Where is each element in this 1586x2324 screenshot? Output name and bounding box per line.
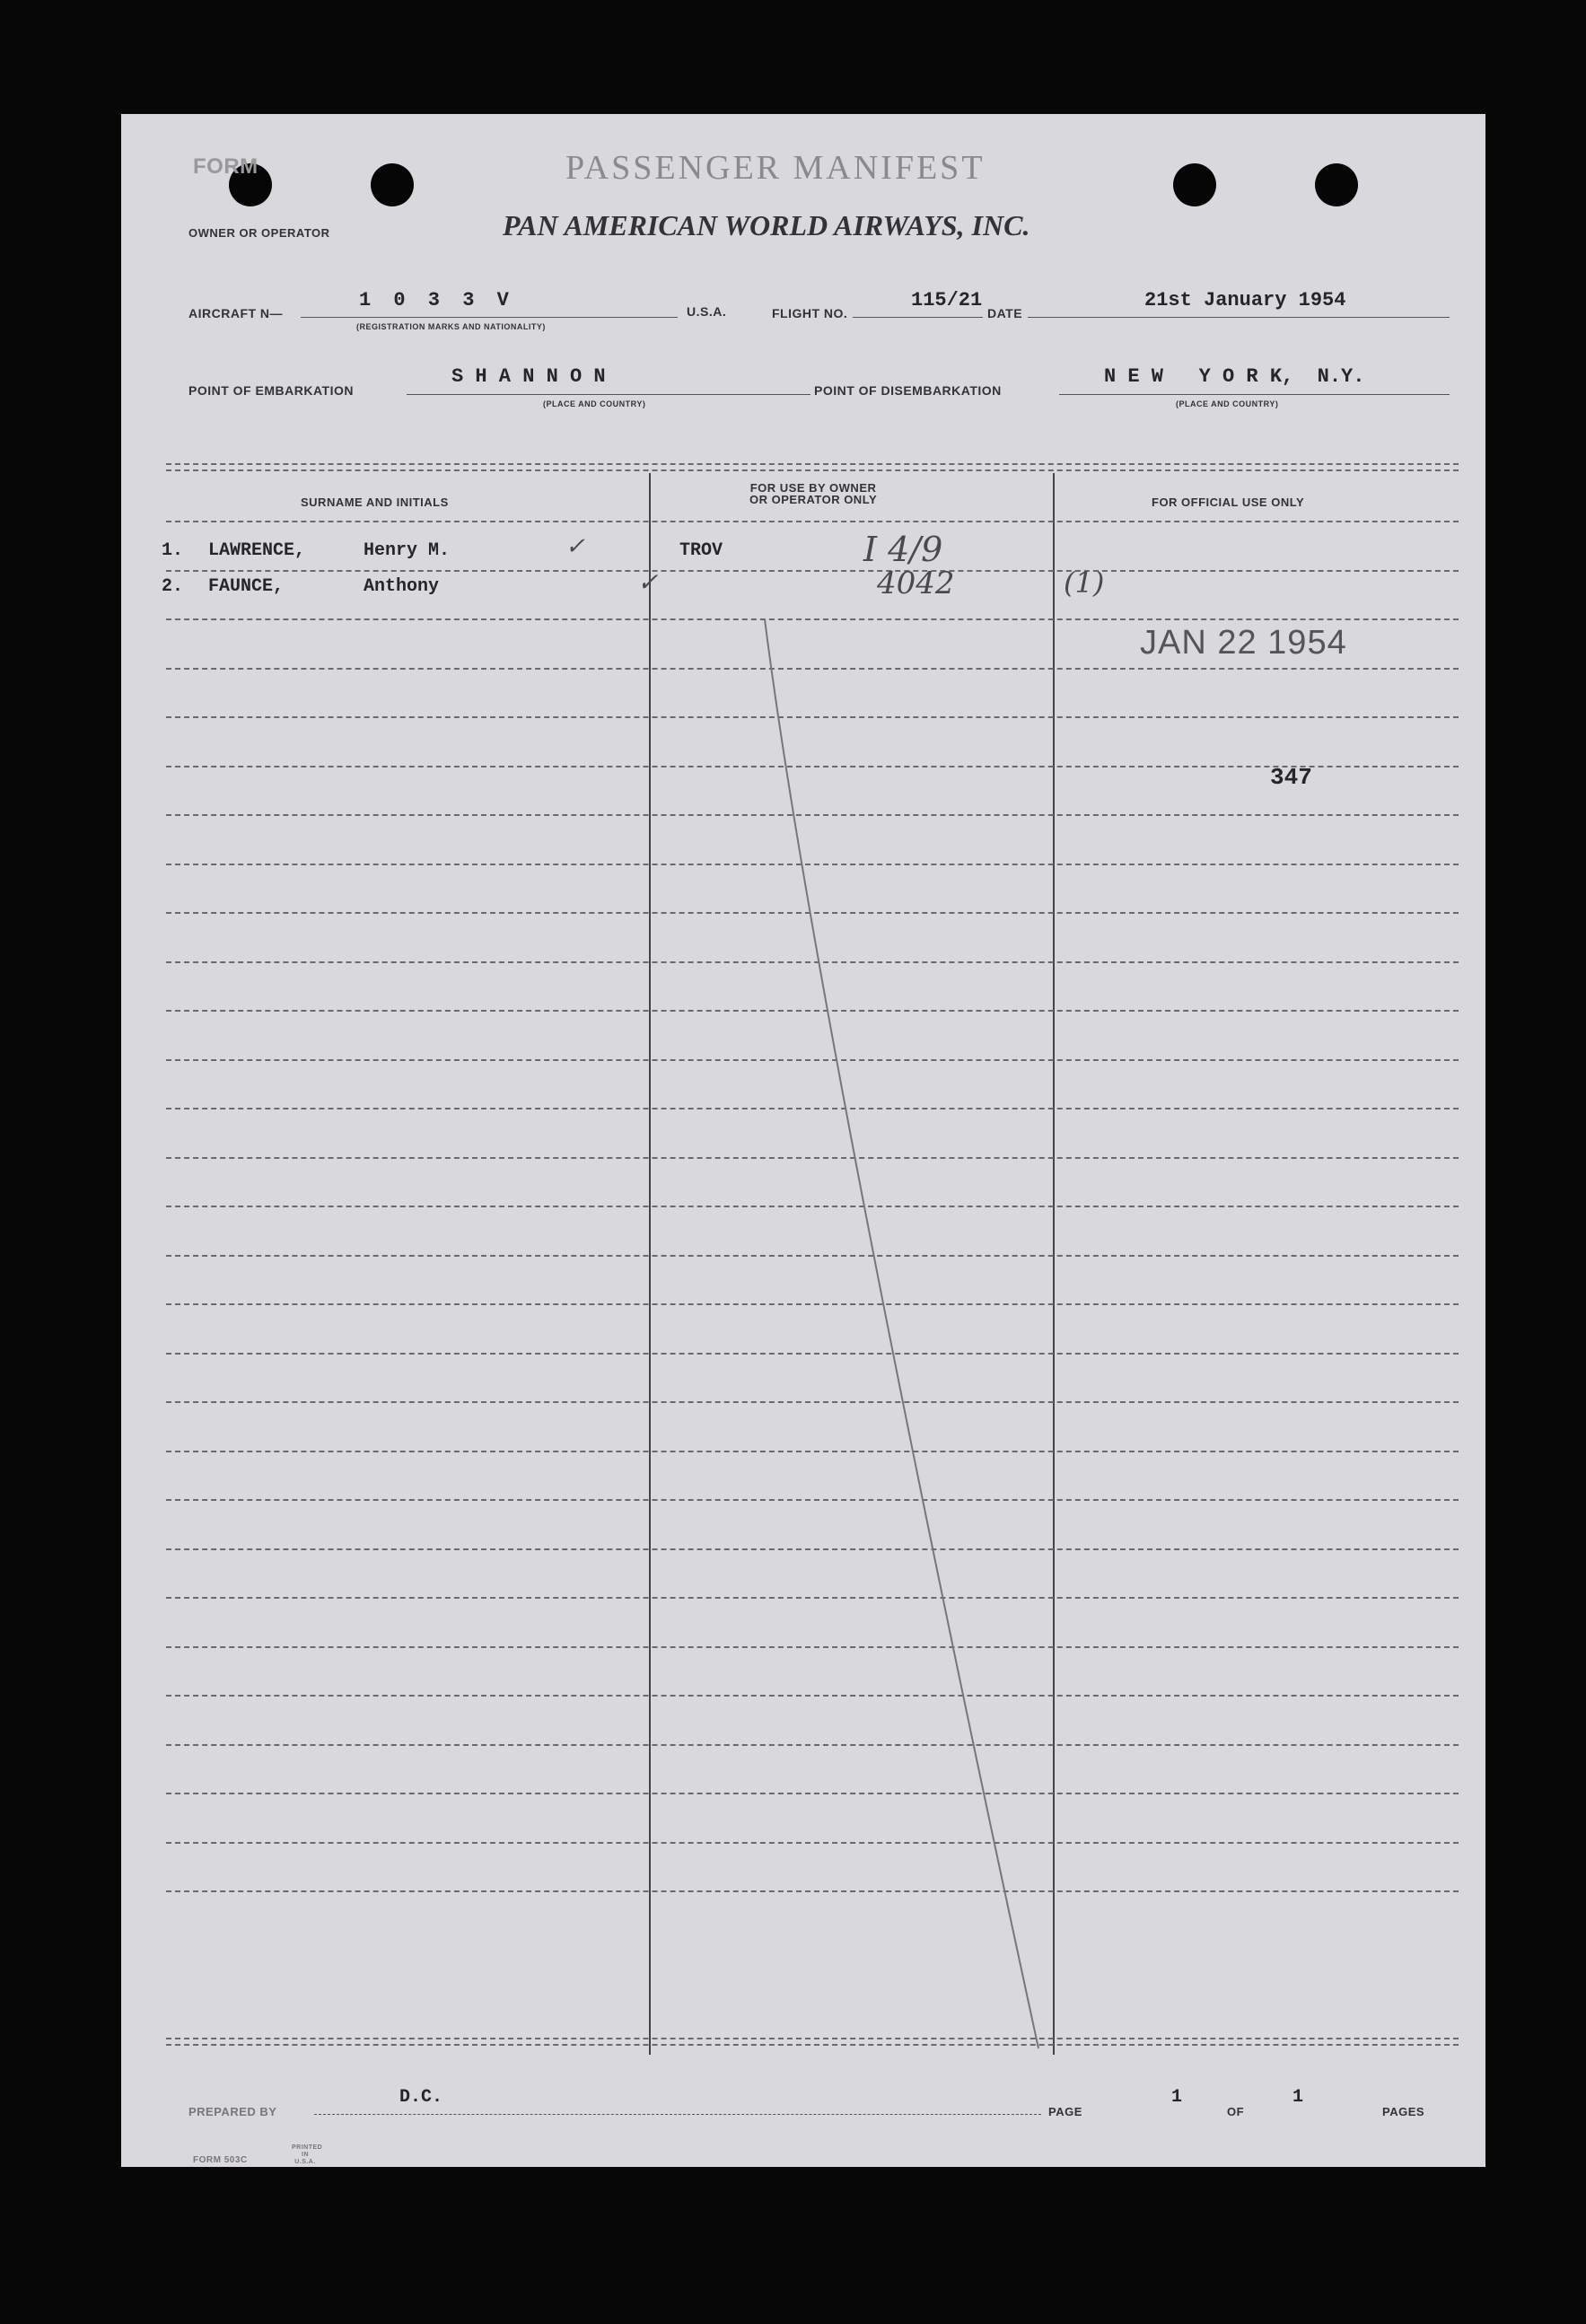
prepared-underline xyxy=(314,2114,1041,2115)
aircraft-value: 1 0 3 3 V xyxy=(359,289,514,311)
of-label: OF xyxy=(1227,2105,1245,2118)
manifest-sheet xyxy=(121,114,1485,2167)
passenger-surname: FAUNCE, xyxy=(208,576,285,597)
form-code: FORM xyxy=(193,154,258,179)
passenger-surname: LAWRENCE, xyxy=(208,540,306,561)
date-label: DATE xyxy=(987,306,1023,320)
manifest-title: PASSENGER MANIFEST xyxy=(565,149,986,187)
disembark-label: POINT OF DISEMBARKATION xyxy=(814,383,1002,398)
embark-label: POINT OF EMBARKATION xyxy=(188,383,354,398)
passenger-number: 2. xyxy=(162,576,184,597)
column-header-owner-use: FOR USE BY OWNER OR OPERATOR ONLY xyxy=(749,481,878,506)
checkmark-icon: ✓ xyxy=(565,533,585,560)
usa-label: U.S.A. xyxy=(687,304,727,319)
table-bottom-rule xyxy=(166,2038,1459,2039)
prepared-by-label: PREPARED BY xyxy=(188,2105,277,2118)
owner-value: PAN AMERICAN WORLD AIRWAYS, INC. xyxy=(503,209,1030,241)
owner-label: OWNER OR OPERATOR xyxy=(188,226,330,240)
form-number: FORM 503C xyxy=(193,2155,248,2165)
page-value: 1 xyxy=(1171,2087,1183,2108)
handwritten-note: I 4/9 xyxy=(863,530,943,569)
pencil-stroke xyxy=(121,114,1485,2167)
owner-note: TROV xyxy=(679,540,723,561)
flight-no-label: FLIGHT NO. xyxy=(772,306,848,320)
page-label: PAGE xyxy=(1048,2105,1082,2118)
prepared-by-value: D.C. xyxy=(399,2087,443,2108)
flight-no-value: 115/21 xyxy=(911,289,983,311)
embark-value: S H A N N O N xyxy=(451,365,606,388)
date-value: 21st January 1954 xyxy=(1144,289,1346,311)
handwritten-note: 4042 xyxy=(877,566,955,601)
aircraft-label: AIRCRAFT N— xyxy=(188,306,284,320)
passenger-number: 1. xyxy=(162,540,184,561)
column-header-official: FOR OFFICIAL USE ONLY xyxy=(1152,495,1305,509)
printed-note: PRINTED IN U.S.A. xyxy=(292,2144,323,2165)
disembark-value: N E W Y O R K, N.Y. xyxy=(1104,365,1365,388)
aircraft-sublabel: (REGISTRATION MARKS AND NATIONALITY) xyxy=(356,322,546,331)
checkmark-icon: ✓ xyxy=(637,567,659,597)
column-header-surname: SURNAME AND INITIALS xyxy=(301,495,449,509)
disembark-sublabel: (PLACE AND COUNTRY) xyxy=(1176,399,1279,408)
table-bottom-rule xyxy=(166,2044,1459,2046)
pages-label: PAGES xyxy=(1382,2105,1425,2118)
passenger-initials: Anthony xyxy=(364,576,440,597)
official-number: 347 xyxy=(1270,764,1312,791)
date-stamp: JAN 22 1954 xyxy=(1140,624,1347,662)
embark-sublabel: (PLACE AND COUNTRY) xyxy=(543,399,646,408)
passenger-initials: Henry M. xyxy=(364,540,451,561)
handwritten-mark: (1) xyxy=(1064,566,1105,600)
of-value: 1 xyxy=(1292,2087,1304,2108)
